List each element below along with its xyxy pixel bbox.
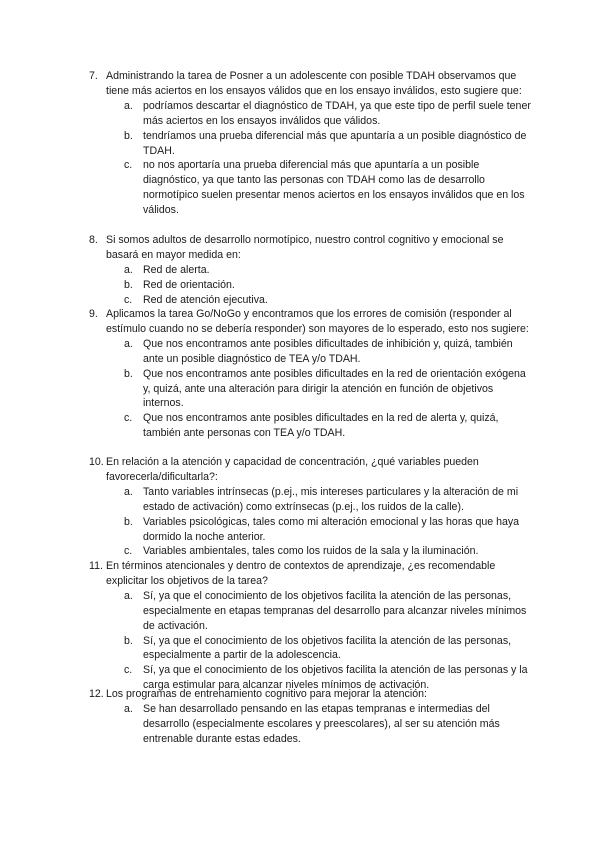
question-text: En relación a la atención y capacidad de concentración, ¿qué variables pueden favorecerla/dificultarla?:: [106, 456, 479, 483]
question-10: [89, 455, 536, 559]
question-number: 10.: [89, 456, 104, 468]
question-text: Los programas de entrenamiento cognitivo para mejorar la atención:: [106, 688, 427, 700]
option-text: Variables psicológicas, tales como mi alteración emocional y las horas que haya dormido la noche anterior.: [143, 515, 520, 543]
answer-option: [124, 158, 536, 218]
option-text: Sí, ya que el conocimiento de los objetivos facilita la atención de las personas, especialmente a partir de la adolescencia.: [143, 634, 512, 662]
option-text: Se han desarrollado pensando en las etapas tempranas e intermedias del desarrollo (especialmente escolares y preescolares), al ser su atención más entrenable durante estas edades.: [143, 702, 500, 745]
option-text: tendríamos una prueba diferencial más que apuntaría a un posible diagnóstico de TDAH.: [143, 129, 527, 157]
option-text: Sí, ya que el conocimiento de los objetivos facilita la atención de las personas y la carga estimular para alcanzar niveles mínimos de activación.: [143, 664, 528, 692]
answer-option: [124, 278, 536, 293]
option-text: Red de alerta.: [143, 263, 210, 276]
option-text: Variables ambientales, tales como los ruidos de la sala y la iluminación.: [143, 545, 479, 558]
option-letter: a.: [124, 337, 133, 350]
question-text: Si somos adultos de desarrollo normotípico, nuestro control cognitivo y emocional se basará en mayor medida en:: [106, 234, 504, 261]
question-number: 11.: [89, 560, 103, 572]
question-number: 12.: [89, 688, 104, 700]
option-letter: c.: [124, 293, 133, 306]
option-text: Que nos encontramos ante posibles dificultades en la red de orientación exógena y, quizá, ante una alteración para dirigir la atención en función de objetivos internos.: [143, 367, 526, 410]
option-text: no nos aportaría una prueba diferencial más que apuntaría a un posible diagnóstico, ya que tanto las personas con TDAH como las de desarrollo normotípico suelen presentar menos aciertos en los ensayos inválidos que en los válidos.: [143, 159, 525, 217]
option-letter: b.: [124, 367, 133, 380]
answer-option: [124, 411, 536, 441]
option-text: Red de atención ejecutiva.: [143, 293, 268, 306]
question-text: Administrando la tarea de Posner a un adolescente con posible TDAH observamos que tiene más aciertos en los ensayos válidos que en los ensayo inválidos, esto sugiere que:: [106, 70, 522, 97]
question-number: 9.: [89, 308, 98, 320]
answer-option: [124, 515, 536, 545]
question-number: 7.: [89, 70, 98, 82]
option-text: Red de orientación.: [143, 278, 235, 291]
question-number: 8.: [89, 234, 98, 246]
option-letter: b.: [124, 278, 133, 291]
option-letter: b.: [124, 515, 133, 528]
option-letter: a.: [124, 263, 133, 276]
option-letter: c.: [124, 545, 133, 558]
question-9: [89, 307, 536, 441]
question-12: [89, 687, 536, 747]
option-letter: b.: [124, 129, 133, 142]
option-text: Que nos encontramos ante posibles dificultades de inhibición y, quizá, también ante un posible diagnóstico de TEA y/o TDAH.: [143, 337, 513, 365]
answer-option: [124, 367, 536, 412]
question-7: [89, 69, 536, 218]
answer-option: [124, 589, 536, 634]
question-11: [89, 559, 536, 693]
option-letter: b.: [124, 634, 133, 647]
option-text: Sí, ya que el conocimiento de los objetivos facilita la atención de las personas, especialmente en etapas tempranas del desarrollo para alcanzar niveles mínimos de activación.: [143, 589, 527, 632]
answer-option: [124, 485, 536, 515]
option-letter: a.: [124, 589, 133, 602]
answer-option: [124, 263, 536, 278]
answer-option: [124, 129, 536, 159]
option-letter: a.: [124, 702, 133, 715]
answer-option: [124, 293, 536, 308]
answer-option: [124, 337, 536, 367]
option-letter: a.: [124, 99, 133, 112]
option-text: Que nos encontramos ante posibles dificultades en la red de alerta y, quizá, también ante personas con TEA y/o TDAH.: [143, 412, 499, 440]
option-letter: c.: [124, 159, 133, 172]
answer-option: [124, 634, 536, 664]
question-text: Aplicamos la tarea Go/NoGo y encontramos que los errores de comisión (responder al estímulo cuando no se debería responder) son mayores de lo esperado, esto nos sugiere:: [106, 308, 529, 335]
option-letter: c.: [124, 664, 133, 677]
option-text: podríamos descartar el diagnóstico de TDAH, ya que este tipo de perfil suele tener más aciertos en los ensayos inválidos que válidos.: [143, 99, 531, 127]
question-text: En términos atencionales y dentro de contextos de aprendizaje, ¿es recomendable explicitar los objetivos de la tarea?: [106, 560, 496, 587]
answer-option: [124, 544, 536, 559]
answer-option: [124, 99, 536, 129]
option-letter: a.: [124, 485, 133, 498]
answer-option: [124, 702, 536, 747]
question-8: [89, 233, 536, 308]
option-letter: c.: [124, 412, 133, 425]
option-text: Tanto variables intrínsecas (p.ej., mis intereses particulares y la alteración de mi estado de activación) como extrínsecas (p.ej., los ruidos de la calle).: [143, 485, 519, 513]
